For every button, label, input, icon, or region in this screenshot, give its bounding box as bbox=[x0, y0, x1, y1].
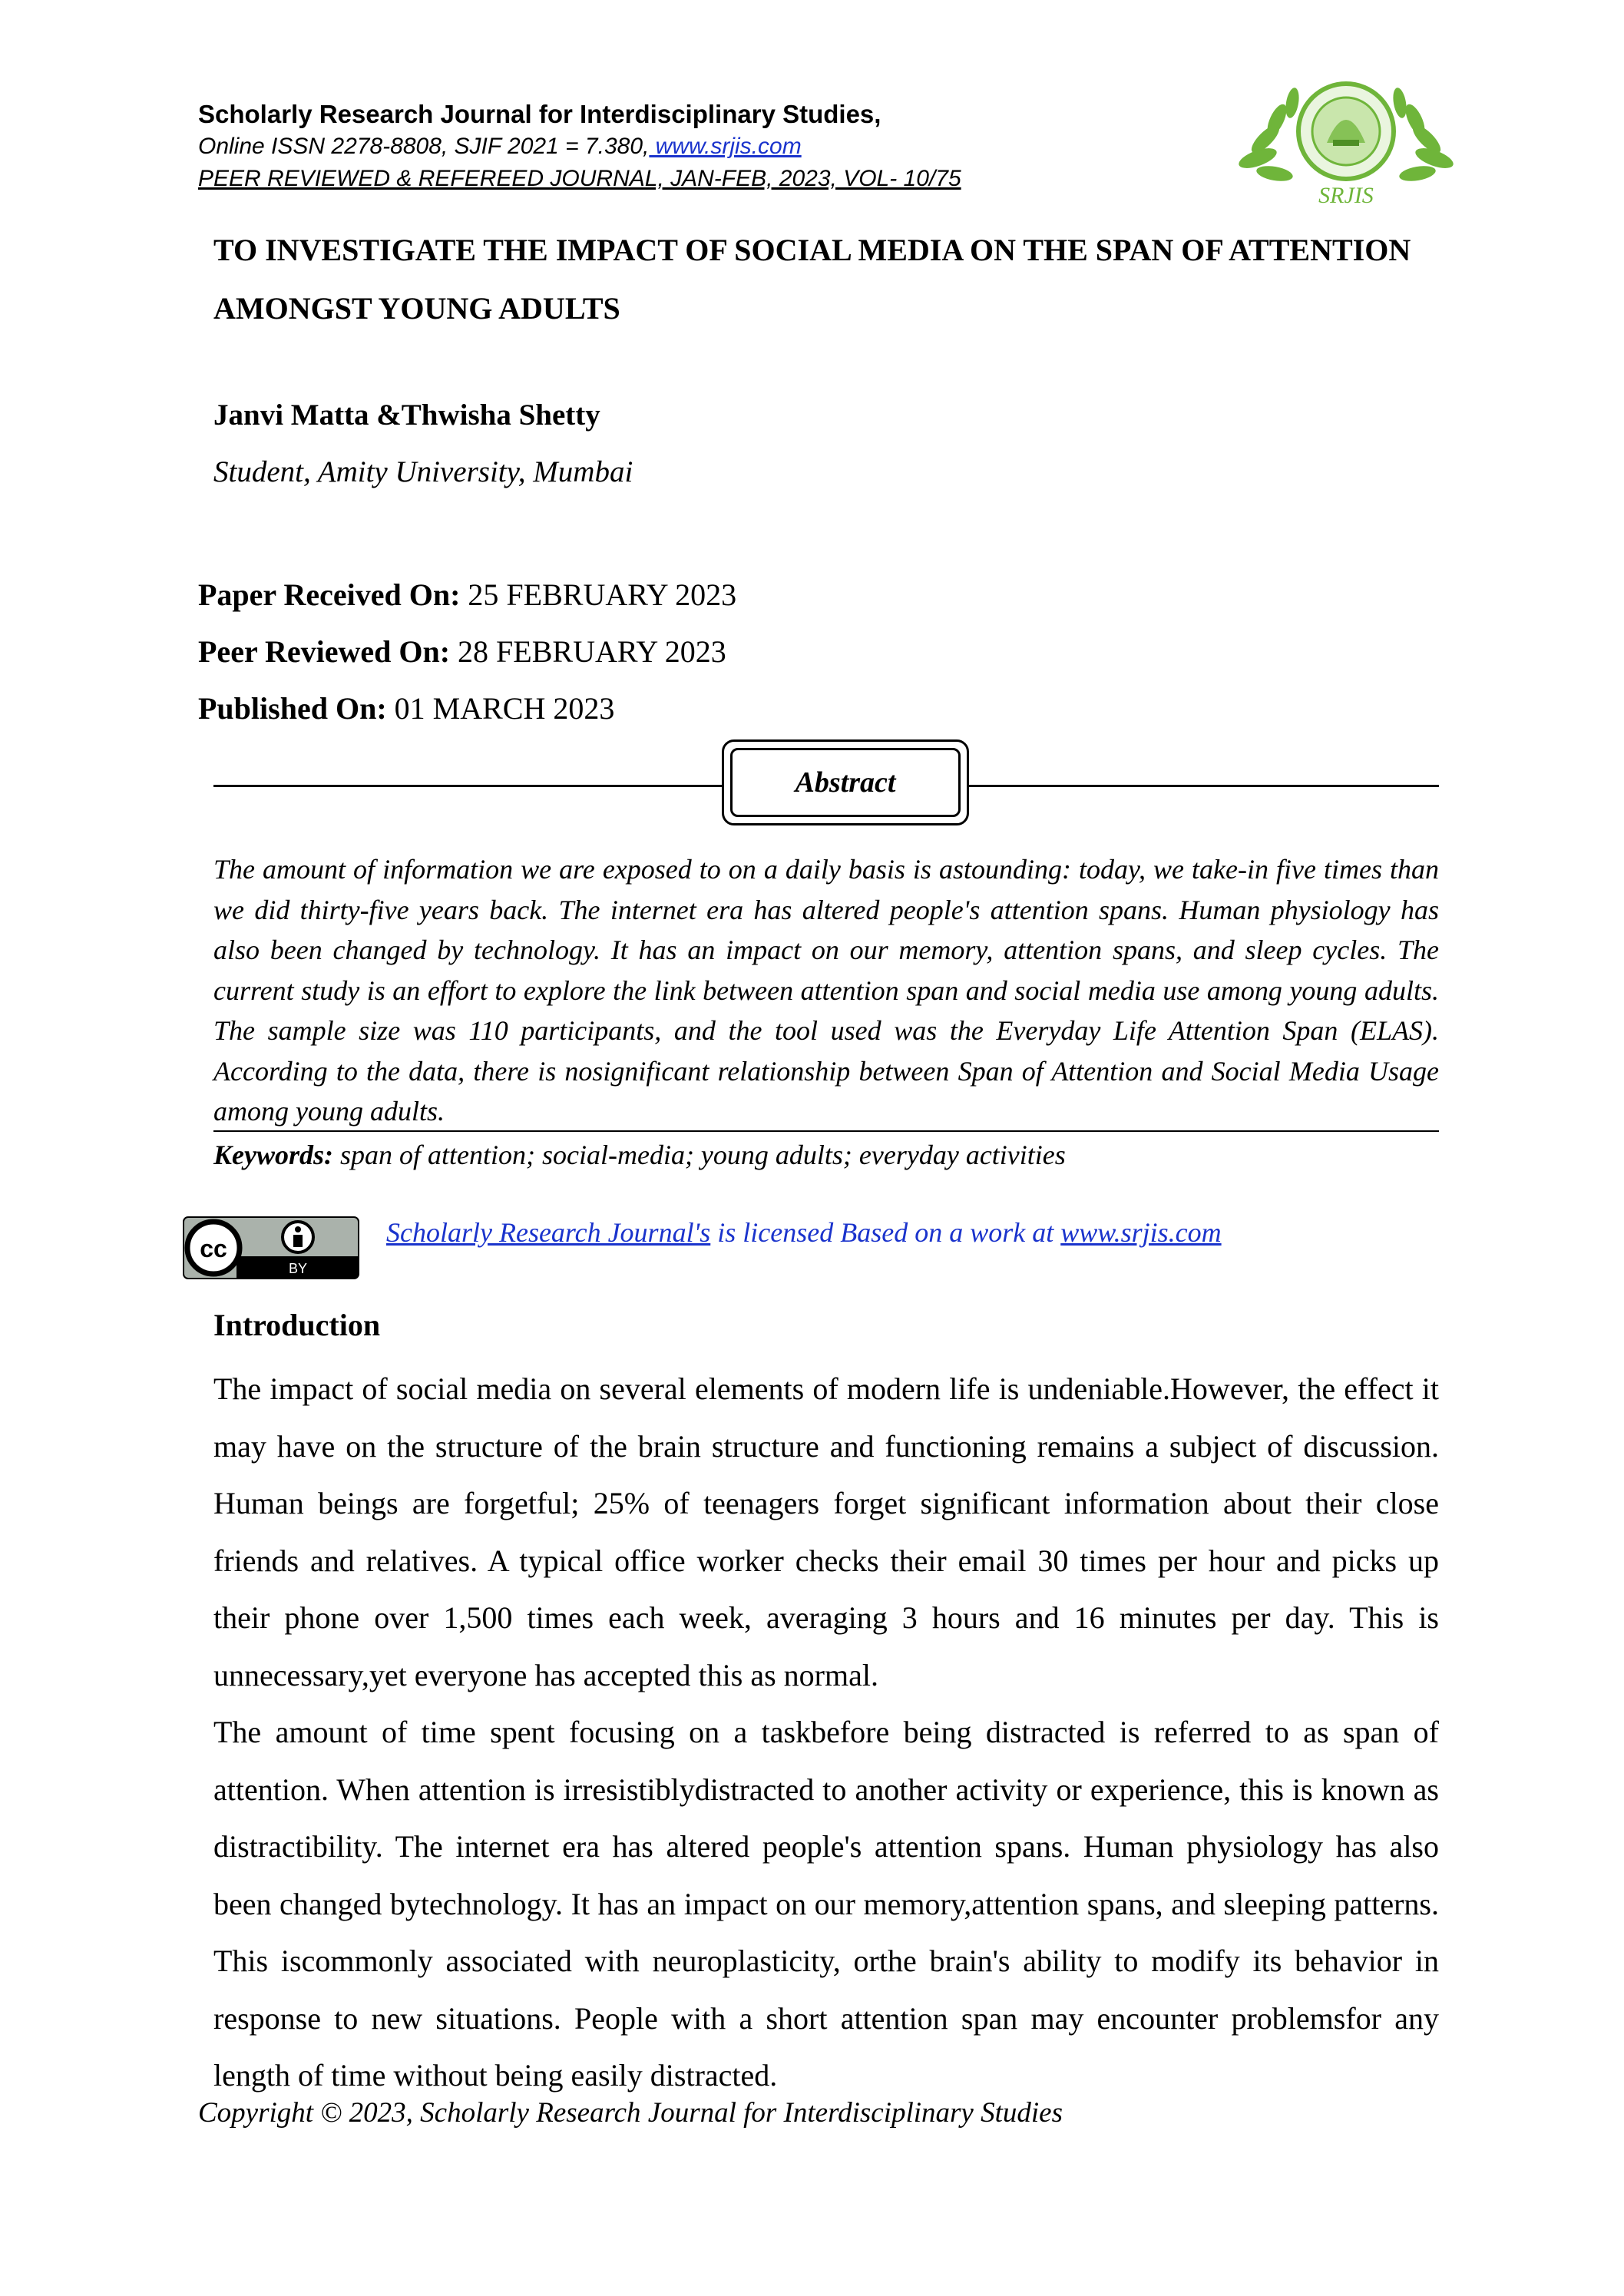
keywords-label: Keywords: bbox=[213, 1140, 333, 1170]
received-value: 25 FEBRUARY 2023 bbox=[460, 577, 737, 612]
laurel-left-icon bbox=[1236, 87, 1301, 184]
cc-badge-text: BY bbox=[288, 1261, 308, 1276]
introduction-paragraph-1: The impact of social media on several elements of modern life is undeniable.However, the effect it may have on the structure of the brain structure and functioning remains a subject of discussion. Human beings are forgetful; 25% of teenagers forget significant information about their close friends and relatives. A typical office worker checks their email 30 times per hour and picks up their phone over 1,500 times each week, averaging 3 hours and 16 minutes per day. This is unnecessary,yet everyone has accepted this as normal. bbox=[213, 1371, 1439, 1692]
introduction-paragraph-2: The amount of time spent focusing on a taskbefore being distracted is referred to as span of attention. When attention is irresistiblydistracted to another activity or experience, this is known as distractibility. The internet era has altered people's attention spans. Human physiology has also been changed bytechnology. It has an impact on our memory,attention spans, and sleeping patterns. This iscommonly associated with neuroplasticity, orthe brain's ability to modify its behavior in response to new situations. People with a short attention span may encounter problemsfor any length of time without being easily distracted. bbox=[213, 1715, 1439, 2093]
keywords-value: span of attention; social-media; young adults; everyday activities bbox=[333, 1140, 1066, 1170]
logo-text: SRJIS bbox=[1318, 183, 1374, 208]
journal-license-link[interactable]: Scholarly Research Journal's bbox=[386, 1217, 711, 1248]
issn-line bbox=[198, 131, 1196, 163]
received-date bbox=[198, 567, 1120, 624]
published-value: 01 MARCH 2023 bbox=[386, 691, 615, 726]
reviewed-value: 28 FEBRUARY 2023 bbox=[450, 634, 726, 669]
journal-website-link[interactable]: www.srjis.com bbox=[649, 134, 802, 159]
svg-text:cc: cc bbox=[200, 1235, 227, 1262]
abstract-heading: Abstract bbox=[730, 748, 961, 817]
laurel-right-icon bbox=[1391, 87, 1456, 184]
srjis-logo bbox=[1235, 66, 1457, 220]
cc-by-license-icon[interactable] bbox=[183, 1216, 359, 1279]
srjis-site-link[interactable]: www.srjis.com bbox=[1060, 1217, 1222, 1248]
license-notice bbox=[386, 1215, 1222, 1250]
abstract-text: The amount of information we are exposed to on a daily basis is astounding: today, we take-in five times than we did thirty-five years back. The internet era has altered people's attention spans. Human physiology has also been changed by technology. It has an impact on our memory, attention spans, and sleep cycles. The current study is an effort to explore the link between attention span and social media use among young adults. The sample size was 110 participants, and the tool used was the Everyday Life Attention Span (ELAS). According to the data, there is nosignificant relationship between Span of Attention and Social Media Usage among young adults. bbox=[213, 854, 1439, 1126]
reviewed-date bbox=[198, 624, 1120, 680]
published-date bbox=[198, 680, 1120, 737]
introduction-heading: Introduction bbox=[213, 1308, 381, 1342]
keywords-divider bbox=[213, 1130, 1439, 1132]
author-affiliation: Student, Amity University, Mumbai bbox=[213, 455, 633, 488]
abstract-divider-left bbox=[213, 785, 722, 787]
abstract-divider-right bbox=[969, 785, 1439, 787]
issn-text: Online ISSN 2278-8808, SJIF 2021 = 7.380, bbox=[198, 134, 650, 159]
publication-dates bbox=[198, 567, 1120, 737]
introduction-body bbox=[213, 1361, 1439, 2105]
peer-review-line: PEER REVIEWED & REFEREED JOURNAL, JAN-FEB, 2023, VOL- 10/75 bbox=[198, 166, 961, 191]
reviewed-label: Peer Reviewed On: bbox=[198, 634, 451, 669]
published-label: Published On: bbox=[198, 691, 387, 726]
journal-header bbox=[198, 98, 1196, 195]
paper-title: TO INVESTIGATE THE IMPACT OF SOCIAL MEDIA ON THE SPAN OF ATTENTION AMONGST YOUNG ADULTS bbox=[213, 233, 1411, 326]
license-middle-text: is licensed Based on a work at bbox=[710, 1217, 1061, 1248]
abstract-heading-box bbox=[722, 739, 969, 825]
keywords-line bbox=[213, 1135, 1066, 1175]
copyright-footer: Copyright © 2023, Scholarly Research Journal for Interdisciplinary Studies bbox=[198, 2097, 1063, 2129]
received-label: Paper Received On: bbox=[198, 577, 461, 612]
journal-name: Scholarly Research Journal for Interdisciplinary Studies, bbox=[198, 100, 881, 128]
paper-authors: Janvi Matta &Thwisha Shetty bbox=[213, 399, 600, 432]
